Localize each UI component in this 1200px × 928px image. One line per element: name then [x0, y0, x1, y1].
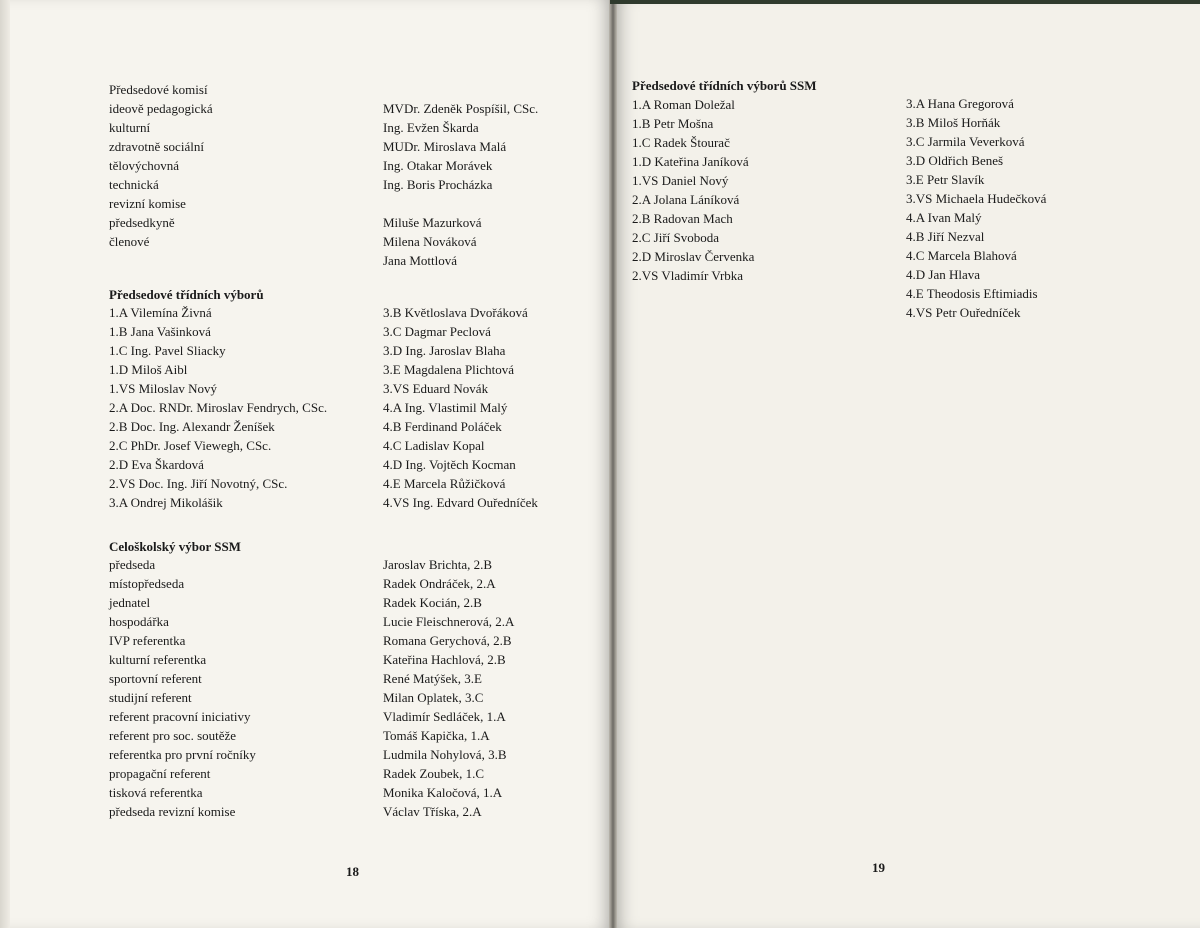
person-name: Václav Tříska, 2.A — [383, 804, 482, 819]
class-chair: 2.B Doc. Ing. Alexandr Ženíšek — [109, 419, 275, 434]
person-name: Ing. Evžen Škarda — [383, 120, 479, 135]
class-chair: 2.D Eva Škardová — [109, 457, 204, 472]
person-name: Kateřina Hachlová, 2.B — [383, 652, 506, 667]
class-chair: 4.A Ivan Malý — [906, 210, 982, 225]
role-label: tisková referentka — [109, 785, 203, 800]
class-chair: 1.A Roman Doležal — [632, 97, 735, 112]
person-name: Radek Kocián, 2.B — [383, 595, 482, 610]
person-name: Milan Oplatek, 3.C — [383, 690, 484, 705]
class-chair: 3.A Ondrej Mikolášik — [109, 495, 223, 510]
person-name: Vladimír Sedláček, 1.A — [383, 709, 506, 724]
role-label: členové — [109, 234, 150, 249]
role-label: referentka pro první ročníky — [109, 747, 256, 762]
person-name: Milena Nováková — [383, 234, 477, 249]
class-chair: 2.D Miroslav Červenka — [632, 249, 755, 264]
class-chair: 1.VS Miloslav Nový — [109, 381, 217, 396]
class-chair: 4.A Ing. Vlastimil Malý — [383, 400, 508, 415]
class-chair: 3.E Magdalena Plichtová — [383, 362, 515, 377]
role-label: propagační referent — [109, 766, 211, 781]
person-name: Jaroslav Brichta, 2.B — [383, 557, 493, 572]
role-label: jednatel — [109, 595, 151, 610]
class-chair: 2.VS Vladimír Vrbka — [632, 268, 744, 283]
class-chair: 3.E Petr Slavík — [906, 172, 985, 187]
person-name: Romana Gerychová, 2.B — [383, 633, 512, 648]
role-label: referent pro soc. soutěže — [109, 728, 237, 743]
class-chair: 4.D Ing. Vojtěch Kocman — [383, 457, 516, 472]
role-label: kulturní — [109, 120, 151, 135]
person-name: Radek Ondráček, 2.A — [383, 576, 496, 591]
page-number: 19 — [872, 860, 885, 875]
cover-edge — [610, 0, 1200, 4]
role-label: referent pracovní iniciativy — [109, 709, 251, 724]
class-chair: 3.B Miloš Horňák — [906, 115, 1001, 130]
class-chair: 4.B Ferdinand Poláček — [383, 419, 502, 434]
class-chair: 1.B Jana Vašinková — [109, 324, 211, 339]
class-chair: 3.C Dagmar Peclová — [383, 324, 491, 339]
person-name: Monika Kaločová, 1.A — [383, 785, 503, 800]
person-name: Jana Mottlová — [383, 253, 458, 268]
role-label: studijní referent — [109, 690, 192, 705]
class-chair: 4.VS Ing. Edvard Ouředníček — [383, 495, 538, 510]
class-chair: 4.D Jan Hlava — [906, 267, 981, 282]
person-name: Ing. Boris Procházka — [383, 177, 493, 192]
class-chair: 3.D Ing. Jaroslav Blaha — [383, 343, 506, 358]
role-label: ideově pedagogická — [109, 101, 213, 116]
person-name: Tomáš Kapička, 1.A — [383, 728, 490, 743]
role-label: zdravotně sociální — [109, 139, 204, 154]
role-label: revizní komise — [109, 196, 186, 211]
class-chair: 1.A Vilemína Živná — [109, 305, 212, 320]
class-chair: 3.B Květloslava Dvořáková — [383, 305, 528, 320]
class-chair: 4.E Theodosis Eftimiadis — [906, 286, 1038, 301]
section-heading: Celoškolský výbor SSM — [109, 539, 241, 554]
person-name: Ing. Otakar Morávek — [383, 158, 493, 173]
class-chair: 4.VS Petr Ouředníček — [906, 305, 1021, 320]
person-name: Ludmila Nohylová, 3.B — [383, 747, 507, 762]
class-chair: 1.VS Daniel Nový — [632, 173, 729, 188]
person-name: MVDr. Zdeněk Pospíšil, CSc. — [383, 101, 539, 116]
person-name: René Matýšek, 3.E — [383, 671, 482, 686]
class-chair: 1.C Ing. Pavel Sliacky — [109, 343, 226, 358]
role-label: IVP referentka — [109, 633, 186, 648]
class-chair: 2.C Jiří Svoboda — [632, 230, 720, 245]
class-chair: 2.B Radovan Mach — [632, 211, 733, 226]
class-chair: 3.VS Eduard Novák — [383, 381, 489, 396]
page-number: 18 — [346, 864, 359, 879]
class-chair: 2.VS Doc. Ing. Jiří Novotný, CSc. — [109, 476, 288, 491]
class-chair: 4.E Marcela Růžičková — [383, 476, 506, 491]
section-heading: Předsedové komisí — [109, 82, 208, 97]
role-label: technická — [109, 177, 159, 192]
class-chair: 2.A Doc. RNDr. Miroslav Fendrych, CSc. — [109, 400, 328, 415]
class-chair: 2.C PhDr. Josef Viewegh, CSc. — [109, 438, 272, 453]
role-label: hospodářka — [109, 614, 169, 629]
section-heading: Předsedové třídních výborů — [109, 287, 264, 302]
class-chair: 1.D Kateřina Janíková — [632, 154, 749, 169]
class-chair: 2.A Jolana Láníková — [632, 192, 740, 207]
class-chair: 1.B Petr Mošna — [632, 116, 714, 131]
role-label: předsedkyně — [109, 215, 175, 230]
book-gutter — [609, 0, 617, 928]
person-name: MUDr. Miroslava Malá — [383, 139, 507, 154]
class-chair: 1.C Radek Štourač — [632, 135, 730, 150]
page-edge — [0, 0, 10, 928]
class-chair: 3.C Jarmila Veverková — [906, 134, 1025, 149]
class-chair: 4.C Marcela Blahová — [906, 248, 1017, 263]
class-chair: 4.B Jiří Nezval — [906, 229, 985, 244]
class-chair: 4.C Ladislav Kopal — [383, 438, 485, 453]
role-label: kulturní referentka — [109, 652, 207, 667]
person-name: Lucie Fleischnerová, 2.A — [383, 614, 515, 629]
person-name: Miluše Mazurková — [383, 215, 482, 230]
role-label: sportovní referent — [109, 671, 202, 686]
class-chair: 3.VS Michaela Hudečková — [906, 191, 1047, 206]
role-label: předseda — [109, 557, 156, 572]
role-label: místopředseda — [109, 576, 185, 591]
role-label: tělovýchovná — [109, 158, 180, 173]
class-chair: 3.A Hana Gregorová — [906, 96, 1014, 111]
section-heading: Předsedové třídních výborů SSM — [632, 78, 817, 93]
class-chair: 3.D Oldřich Beneš — [906, 153, 1004, 168]
person-name: Radek Zoubek, 1.C — [383, 766, 485, 781]
role-label: předseda revizní komise — [109, 804, 236, 819]
class-chair: 1.D Miloš Aibl — [109, 362, 188, 377]
